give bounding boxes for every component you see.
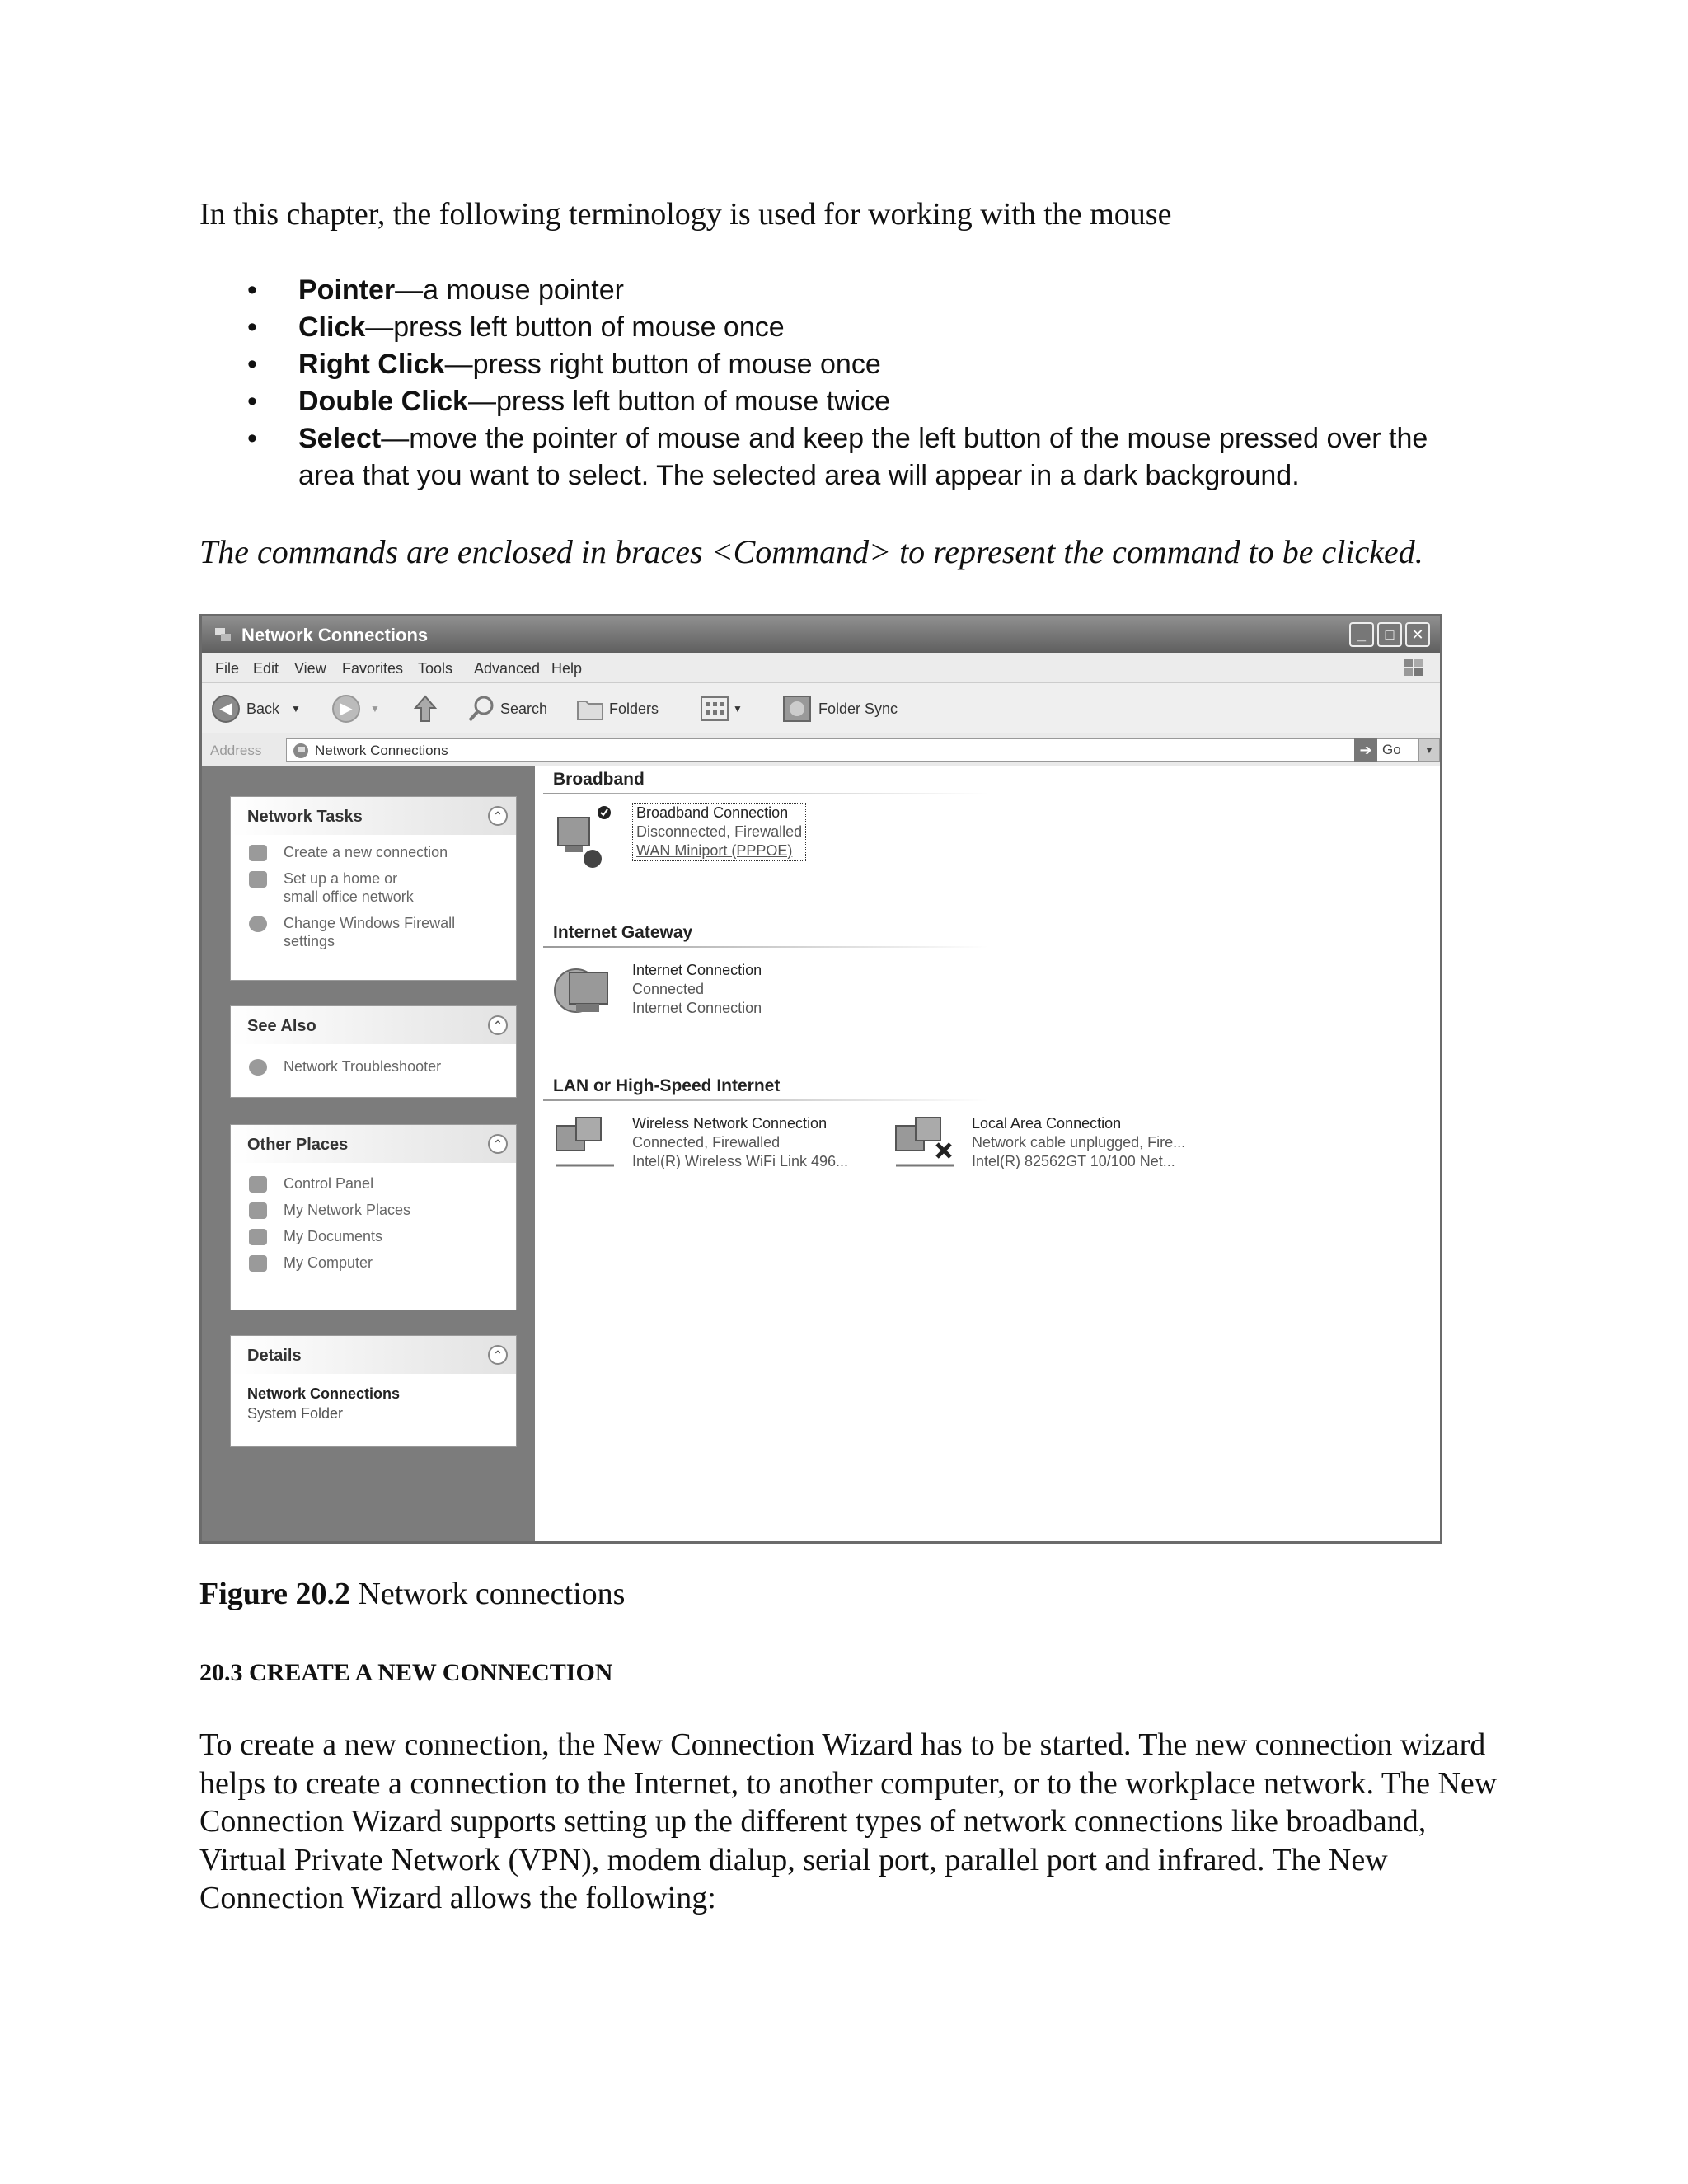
task-firewall-settings[interactable]: Change Windows Firewall settings xyxy=(231,914,481,950)
folder-sync-label: Folder Sync xyxy=(818,700,898,717)
place-my-documents[interactable]: My Documents xyxy=(231,1227,516,1245)
terminology-list xyxy=(199,272,1452,494)
task-home-network[interactable]: Set up a home or small office network xyxy=(231,869,432,906)
list-item xyxy=(199,272,1452,309)
place-my-network-places[interactable]: My Network Places xyxy=(231,1201,516,1219)
local-area-connection[interactable]: Local Area Connection Network cable unplugged, Fire... Intel(R) 82562GT 10/100 Net... xyxy=(893,1113,1239,1187)
forward-button[interactable] xyxy=(332,695,380,723)
figure-label: Figure 20.2 xyxy=(199,1577,350,1611)
toolbar xyxy=(202,682,1440,735)
menu-help[interactable]: Help xyxy=(551,660,583,677)
list-item xyxy=(199,383,1452,420)
term-desc: —a mouse pointer xyxy=(395,274,624,306)
term-desc: —press left button of mouse once xyxy=(365,312,785,343)
panel-title: Network Tasks xyxy=(247,808,363,826)
dropdown-arrow-icon: ▼ xyxy=(370,703,380,715)
details-name: Network Connections xyxy=(247,1385,401,1402)
list-item xyxy=(199,309,1452,346)
home-network-icon xyxy=(249,871,267,888)
figure-caption xyxy=(199,1576,625,1612)
folders-button[interactable] xyxy=(576,695,659,723)
folders-label: Folders xyxy=(609,700,659,717)
info-icon xyxy=(249,1059,267,1076)
group-divider xyxy=(543,946,988,948)
panel-header[interactable] xyxy=(231,1336,516,1374)
place-my-computer[interactable]: My Computer xyxy=(231,1254,516,1272)
commands-note: The commands are enclosed in braces <Command> to represent the command to be clicked. xyxy=(199,533,1423,570)
menu-tools[interactable]: Tools xyxy=(418,660,453,677)
dropdown-arrow-icon: ▼ xyxy=(291,703,301,715)
phone-network-icon xyxy=(553,804,616,870)
panel-title: See Also xyxy=(247,1017,316,1035)
see-also-panel xyxy=(230,1005,517,1098)
up-folder-button[interactable] xyxy=(413,695,438,723)
collapse-icon[interactable]: ⌃ xyxy=(488,1134,508,1154)
address-value: Network Connections xyxy=(315,743,448,758)
views-button[interactable] xyxy=(700,695,743,723)
windows-logo-icon xyxy=(1399,656,1428,679)
maximize-button[interactable]: □ xyxy=(1377,622,1402,647)
list-item xyxy=(199,346,1452,383)
term-select: Select xyxy=(298,423,382,454)
search-icon xyxy=(467,695,495,723)
section-heading: 20.3 CREATE A NEW CONNECTION xyxy=(199,1659,613,1686)
go-arrow-icon: ➔ xyxy=(1354,738,1377,762)
address-dropdown-icon[interactable]: ▼ xyxy=(1418,739,1439,761)
address-label: Address xyxy=(210,743,262,758)
computer-icon xyxy=(249,1255,267,1272)
search-label: Search xyxy=(500,700,548,717)
term-right-click: Right Click xyxy=(298,349,445,380)
group-divider xyxy=(543,793,988,794)
group-internet-gateway: Internet Gateway xyxy=(553,923,693,942)
control-panel-icon xyxy=(249,1176,267,1193)
group-broadband: Broadband xyxy=(553,770,645,789)
dropdown-arrow-icon: ▼ xyxy=(733,703,743,715)
menu-file[interactable]: File xyxy=(215,660,240,677)
term-desc: —move the pointer of mouse and keep the left button of the mouse pressed over the area that you want to select. The selected area will appear in a dark background. xyxy=(298,423,1428,491)
title-bar xyxy=(202,616,1440,653)
panel-header[interactable] xyxy=(231,797,516,835)
minimize-button[interactable]: _ xyxy=(1349,622,1374,647)
task-pane xyxy=(202,766,535,1541)
body-paragraph: To create a new connection, the New Connection Wizard has to be started. The new connection wizard helps to create a connection to the Internet, to another computer, or to the workplace network. The New Connection Wizard supports setting up the different types of network connections like broadband, Virtual Private Network (VPN), modem dialup, serial port, parallel port and infrared. The New Connection Wizard allows the following: xyxy=(199,1727,1498,1915)
panel-title: Details xyxy=(247,1347,302,1365)
folder-sync-icon xyxy=(782,695,812,723)
task-create-connection[interactable]: Create a new connection xyxy=(231,843,516,861)
address-bar xyxy=(202,733,1440,766)
new-connection-icon xyxy=(249,845,267,861)
collapse-icon[interactable]: ⌃ xyxy=(488,1345,508,1365)
internet-connection[interactable]: Internet Connection Connected Internet Connection xyxy=(553,958,883,1032)
window-title: Network Connections xyxy=(241,625,429,645)
back-button[interactable] xyxy=(212,695,301,723)
group-lan: LAN or High-Speed Internet xyxy=(553,1076,781,1095)
connections-view xyxy=(535,766,1440,1541)
go-label: Go xyxy=(1382,742,1401,757)
network-places-icon xyxy=(249,1202,267,1219)
group-divider xyxy=(543,1099,988,1101)
documents-icon xyxy=(249,1229,267,1245)
network-connections-window xyxy=(199,614,1442,1544)
wireless-network-connection[interactable]: Wireless Network Connection Connected, Firewalled Intel(R) Wireless WiFi Link 496... xyxy=(553,1113,891,1187)
panel-title: Other Places xyxy=(247,1136,349,1154)
address-input[interactable] xyxy=(286,738,1440,762)
figure-text: Network connections xyxy=(349,1577,626,1611)
details-type: System Folder xyxy=(247,1405,344,1422)
place-control-panel[interactable]: Control Panel xyxy=(231,1174,516,1193)
term-desc: —press right button of mouse once xyxy=(444,349,881,380)
term-double-click: Double Click xyxy=(298,386,468,417)
panel-header[interactable] xyxy=(231,1125,516,1163)
search-button[interactable] xyxy=(467,695,547,723)
term-desc: —press left button of mouse twice xyxy=(467,386,891,417)
panel-header[interactable] xyxy=(231,1006,516,1044)
back-arrow-icon: ◀ xyxy=(212,695,240,723)
forward-arrow-icon: ▶ xyxy=(332,695,360,723)
folder-sync-button[interactable] xyxy=(782,695,898,723)
collapse-icon[interactable]: ⌃ xyxy=(488,1015,508,1035)
term-click: Click xyxy=(298,312,366,343)
list-item xyxy=(199,420,1452,494)
term-pointer: Pointer xyxy=(298,274,396,306)
menu-advanced[interactable]: Advanced xyxy=(474,660,541,677)
lan-unplugged-icon xyxy=(893,1113,955,1179)
internet-gateway-icon xyxy=(553,958,616,1024)
views-icon xyxy=(700,696,729,722)
firewall-icon xyxy=(249,916,267,932)
broadband-connection[interactable]: Broadband Connection Disconnected, Firewalled WAN Miniport (PPPOE) xyxy=(553,803,883,877)
network-tasks-panel xyxy=(230,796,517,981)
menu-favorites[interactable]: Favorites xyxy=(342,660,404,677)
network-folder-icon xyxy=(213,625,233,644)
folders-icon xyxy=(576,696,604,721)
menu-bar xyxy=(202,653,1440,682)
menu-view[interactable]: View xyxy=(294,660,326,677)
go-button[interactable] xyxy=(1354,738,1401,762)
up-folder-icon xyxy=(413,695,438,723)
see-also-troubleshooter[interactable]: Network Troubleshooter xyxy=(231,1057,516,1076)
back-label: Back xyxy=(246,700,280,717)
details-panel xyxy=(230,1335,517,1447)
collapse-icon[interactable]: ⌃ xyxy=(488,806,508,826)
other-places-panel xyxy=(230,1124,517,1310)
wireless-adapter-icon xyxy=(553,1113,616,1179)
close-button[interactable]: ✕ xyxy=(1405,622,1430,647)
intro-text: In this chapter, the following terminology is used for working with the mouse xyxy=(199,197,1172,232)
network-connections-icon xyxy=(292,742,310,760)
menu-edit[interactable]: Edit xyxy=(253,660,279,677)
